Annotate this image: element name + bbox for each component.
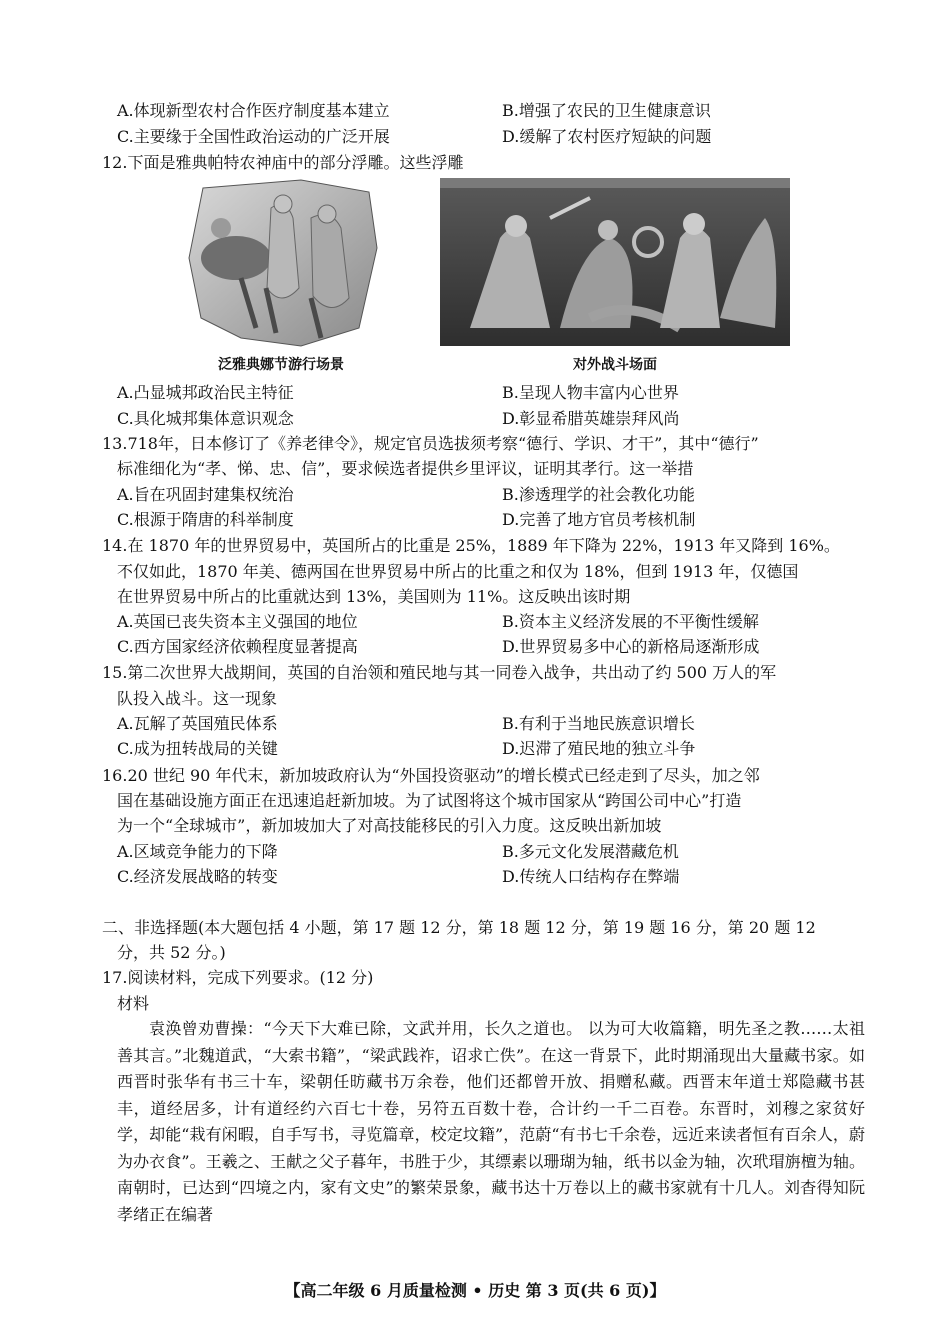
q15-option-a: A.瓦解了英国殖民体系 [117,714,278,733]
q13-option-d: D.完善了地方官员考核机制 [502,510,696,529]
q17-stem: 17.阅读材料，完成下列要求。(12 分) [102,968,374,987]
battle-relief-image [440,178,790,346]
relief-figure-procession [181,178,381,378]
procession-relief-image [181,178,381,348]
figure-caption: 泛雅典娜节游行场景 [218,357,344,373]
q16-stem-line3: 为一个“全球城市”，新加坡加大了对高技能移民的引入力度。这反映出新加坡 [117,816,662,835]
section-heading-line1: 二、非选择题(本大题包括 4 小题，第 17 题 12 分，第 18 题 12 分，第 19 题 16 分，第 20 题 12 [102,918,816,937]
q14-stem-line3: 在世界贸易中所占的比重就达到 13%，美国则为 11%。这反映出该时期 [117,587,631,606]
q11-option-c: C.主要缘于全国性政治运动的广泛开展 [117,127,390,146]
q16-stem-line2: 国在基础设施方面正在迅速追赶新加坡。为了试图将这个城市国家从“跨国公司中心”打造 [117,791,742,810]
relief-figure-battle [440,178,790,378]
q15-stem-line2: 队投入战斗。这一现象 [117,689,278,708]
q11-option-b: B.增强了农民的卫生健康意识 [502,101,711,120]
q15-option-c: C.成为扭转战局的关键 [117,739,278,758]
q13-option-a: A.旨在巩固封建集权统治 [117,485,294,504]
q12-option-c: C.具化城邦集体意识观念 [117,409,294,428]
q16-option-b: B.多元文化发展潜藏危机 [502,842,679,861]
q14-option-a: A.英国已丧失资本主义强国的地位 [117,612,358,631]
q16-option-c: C.经济发展战略的转变 [117,867,278,886]
page-footer: 【高二年级 6 月质量检测 • 历史 第 3 页(共 6 页)】 [284,1281,666,1300]
q14-option-b: B.资本主义经济发展的不平衡性缓解 [502,612,759,631]
q16-option-d: D.传统人口结构存在弊端 [502,867,680,886]
q12-option-a: A.凸显城邦政治民主特征 [117,383,294,402]
q12-stem: 12.下面是雅典帕特农神庙中的部分浮雕。这些浮雕 [102,153,464,172]
q13-option-b: B.渗透理学的社会教化功能 [502,485,695,504]
q15-option-b: B.有利于当地民族意识增长 [502,714,695,733]
q13-option-c: C.根源于隋唐的科举制度 [117,510,294,529]
q14-option-d: D.世界贸易多中心的新格局逐渐形成 [502,637,760,656]
q12-option-d: D.彰显希腊英雄崇拜风尚 [502,409,680,428]
q13-stem-line1: 13.718年，日本修订了《养老律令》，规定官员选拔须考察“德行、学识、才干”，其中“德行” [102,434,759,453]
q15-option-d: D.迟滞了殖民地的独立斗争 [502,739,696,758]
material-label: 材料 [117,994,150,1013]
q14-option-c: C.西方国家经济依赖程度显著提高 [117,637,358,656]
material-text: 袁涣曾劝曹操：“今天下大难已除，文武并用，长久之道也。 以为可大收篇籍，明先圣之教……太祖善其言。”北魏道武，“大索书籍”，“梁武践祚，诏求亡佚”。在这一背景下，此时期涌现出大量藏书家。如西晋时张华有书三十车，梁朝任昉藏书万余卷，他们还都曾开放、捐赠私藏。西晋末年道士郑隐藏书甚丰，道经居多，计有道经约六百七十卷，另符五百数十卷，合计约一千二百卷。东晋时，刘穆之家贫好学，却能“栽有闲暇，自手写书，寻览篇章，校定坟籍”，范蔚“有书七千余卷，远近来读者恒有百余人，蔚为办衣食”。王羲之、王献之父子暮年，书胜于少，其缥素以珊瑚为轴，纸书以金为轴，次玳瑁旃檀为轴。南朝时，已达到“四境之内，家有文史”的繁荣景象，藏书达十万卷以上的藏书家就有十几人。刘杳得知阮孝绪正在编著 [117,1019,865,1224]
figure-caption: 对外战斗场面 [573,357,657,373]
section-heading-line2: 分，共 52 分。) [117,943,226,962]
q14-stem-line1: 14.在 1870 年的世界贸易中，英国所占的比重是 25%，1889 年下降为 22%，1913 年又降到 16%。 [102,536,840,555]
q11-option-a: A.体现新型农村合作医疗制度基本建立 [117,101,390,120]
q15-stem-line1: 15.第二次世界大战期间，英国的自治领和殖民地与其一同卷入战争，共出动了约 500 万人的军 [102,663,777,682]
q11-option-d: D.缓解了农村医疗短缺的问题 [502,127,712,146]
q16-option-a: A.区域竞争能力的下降 [117,842,278,861]
q12-option-b: B.呈现人物丰富内心世界 [502,383,679,402]
material-paragraph [117,1016,865,1228]
q14-stem-line2: 不仅如此，1870 年美、德两国在世界贸易中所占的比重之和仅为 18%，但到 1913 年，仅德国 [117,562,799,581]
q16-stem-line1: 16.20 世纪 90 年代末，新加坡政府认为“外国投资驱动”的增长模式已经走到了尽头，加之邻 [102,766,760,785]
q13-stem-line2: 标准细化为“孝、悌、忠、信”，要求候选者提供乡里评议，证明其孝行。这一举措 [117,459,694,478]
